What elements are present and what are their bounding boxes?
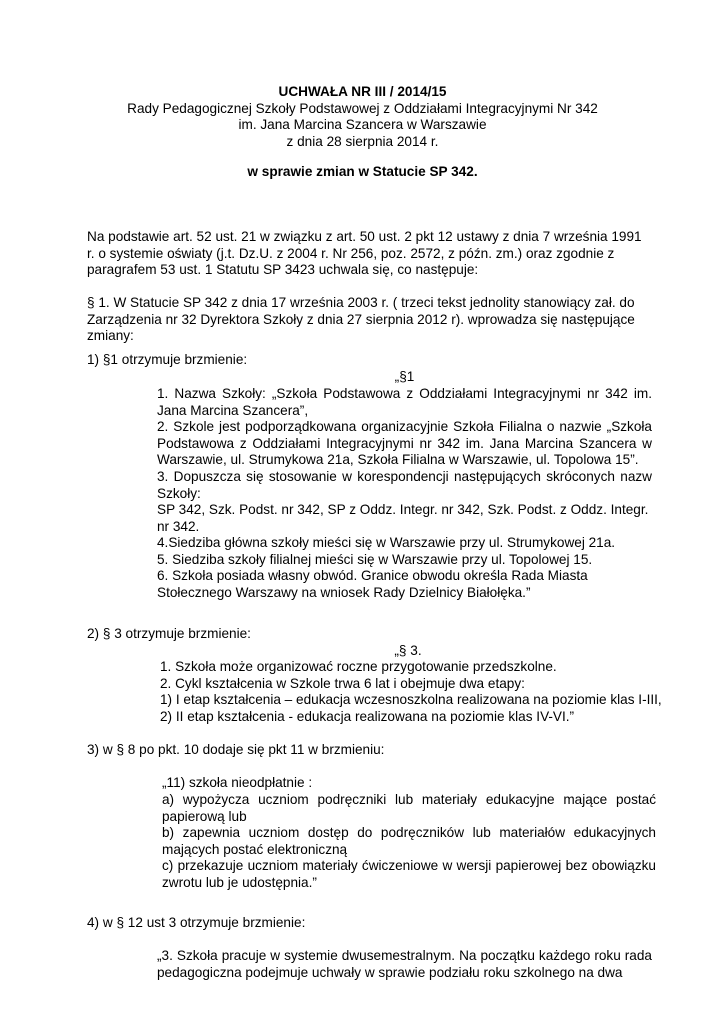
item-1-point-5: 5. Siedziba szkoły filialnej mieści się w Warszawie przy ul. Topolowej 15. bbox=[157, 552, 593, 567]
item-2-line-1: 1. Szkoła może organizować roczne przygotowanie przedszkolne. bbox=[160, 659, 557, 674]
header-line-date: z dnia 28 sierpnia 2014 r. bbox=[286, 133, 439, 149]
resolution-title: UCHWAŁA NR III / 2014/15 bbox=[278, 84, 447, 99]
header-line-council: Rady Pedagogicznej Szkoły Podstawowej z Oddziałami Integracyjnymi Nr 342 bbox=[127, 100, 598, 116]
item-2-line-3: 1) I etap kształcenia – edukacja wczesnoszkolna realizowana na poziomie klas I-III, bbox=[160, 692, 662, 707]
item-1-point-3: 3. Dopuszcza się stosowanie w korespondencji następujących skróconych nazw Szkoły: bbox=[157, 469, 652, 501]
document-header bbox=[0, 84, 725, 150]
item-2-heading: „§ 3. bbox=[394, 643, 422, 658]
item-3-point-c: c) przekazuje uczniom materiały ćwiczeniowe w wersji papierowej bez obowiązku zwrotu lub je udostępnia.” bbox=[162, 858, 656, 890]
item-1-point-4: 4.Siedziba główna szkoły mieści się w Warszawie przy ul. Strumykowej 21a. bbox=[157, 535, 616, 550]
item-1-point-3-abbreviations: SP 342, Szk. Podst. nr 342, SP z Oddz. Integr. nr 342, Szk. Podst. z Oddz. Integr. nr 342. bbox=[157, 502, 649, 534]
item-4-intro: 4) w § 12 ust 3 otrzymuje brzmienie: bbox=[87, 915, 306, 930]
item-3-point-b: b) zapewnia uczniom dostęp do podręczników lub materiałów edukacyjnych mających postać elektroniczną bbox=[162, 825, 656, 857]
paragraph-1: § 1. W Statucie SP 342 z dnia 17 września 2003 r. ( trzeci tekst jednolity stanowiący zał. do Zarządzenia nr 32 Dyrektora Szkoły z dnia 27 sierpnia 2012 r). wprowadza się następujące zmiany: bbox=[87, 295, 635, 343]
item-2-intro: 2) § 3 otrzymuje brzmienie: bbox=[87, 626, 251, 641]
item-1-point-1: 1. Nazwa Szkoły: „Szkoła Podstawowa z Oddziałami Integracyjnymi nr 342 im. Jana Marcina Szancera”, bbox=[157, 386, 652, 418]
item-1-point-2: 2. Szkole jest podporządkowana organizacyjnie Szkoła Filialna o nazwie „Szkoła Podstawowa z Oddziałami Integracyjnymi nr 342 im. Jana Marcina Szancera w Warszawie, ul. Strumykowa 21a, Szkoła Filialna w Warszawie, ul. Topolowa 15”. bbox=[157, 419, 652, 467]
item-2-line-2: 2. Cykl kształcenia w Szkole trwa 6 lat i obejmuje dwa etapy: bbox=[160, 676, 525, 691]
item-4-text: „3. Szkoła pracuje w systemie dwusemestralnym. Na początku każdego roku rada pedagogiczna podejmuje uchwały w sprawie podziału roku szkolnego na dwa bbox=[157, 948, 652, 980]
item-3-point-a: a) wypożycza uczniom podręczniki lub materiały edukacyjne mające postać papierową lub bbox=[162, 792, 656, 824]
item-3-intro: 3) w § 8 po pkt. 10 dodaje się pkt 11 w brzmieniu: bbox=[87, 742, 385, 757]
item-1-heading: „§1 bbox=[394, 369, 415, 384]
item-3-heading: „11) szkoła nieodpłatnie : bbox=[162, 775, 313, 790]
item-1-point-6: 6. Szkoła posiada własny obwód. Granice obwodu określa Rada Miasta Stołecznego Warszawy na wniosek Rady Dzielnicy Białołęka.” bbox=[157, 568, 588, 600]
header-line-patron: im. Jana Marcina Szancera w Warszawie bbox=[238, 117, 487, 132]
item-2-line-4: 2) II etap kształcenia - edukacja realizowana na poziomie klas IV-VI.” bbox=[160, 709, 575, 724]
item-1-intro: 1) §1 otrzymuje brzmienie: bbox=[87, 352, 248, 367]
preamble-paragraph: Na podstawie art. 52 ust. 21 w związku z art. 50 ust. 2 pkt 12 ustawy z dnia 7 września 1991 r. o systemie oświaty (j.t. Dz.U. z 2004 r. Nr 256, poz. 2572, z późn. zm.) oraz zgodnie z paragrafem 53 ust. 1 Statutu SP 3423 uchwala się, co następuje: bbox=[87, 229, 642, 277]
resolution-subject: w sprawie zmian w Statucie SP 342. bbox=[247, 164, 478, 179]
